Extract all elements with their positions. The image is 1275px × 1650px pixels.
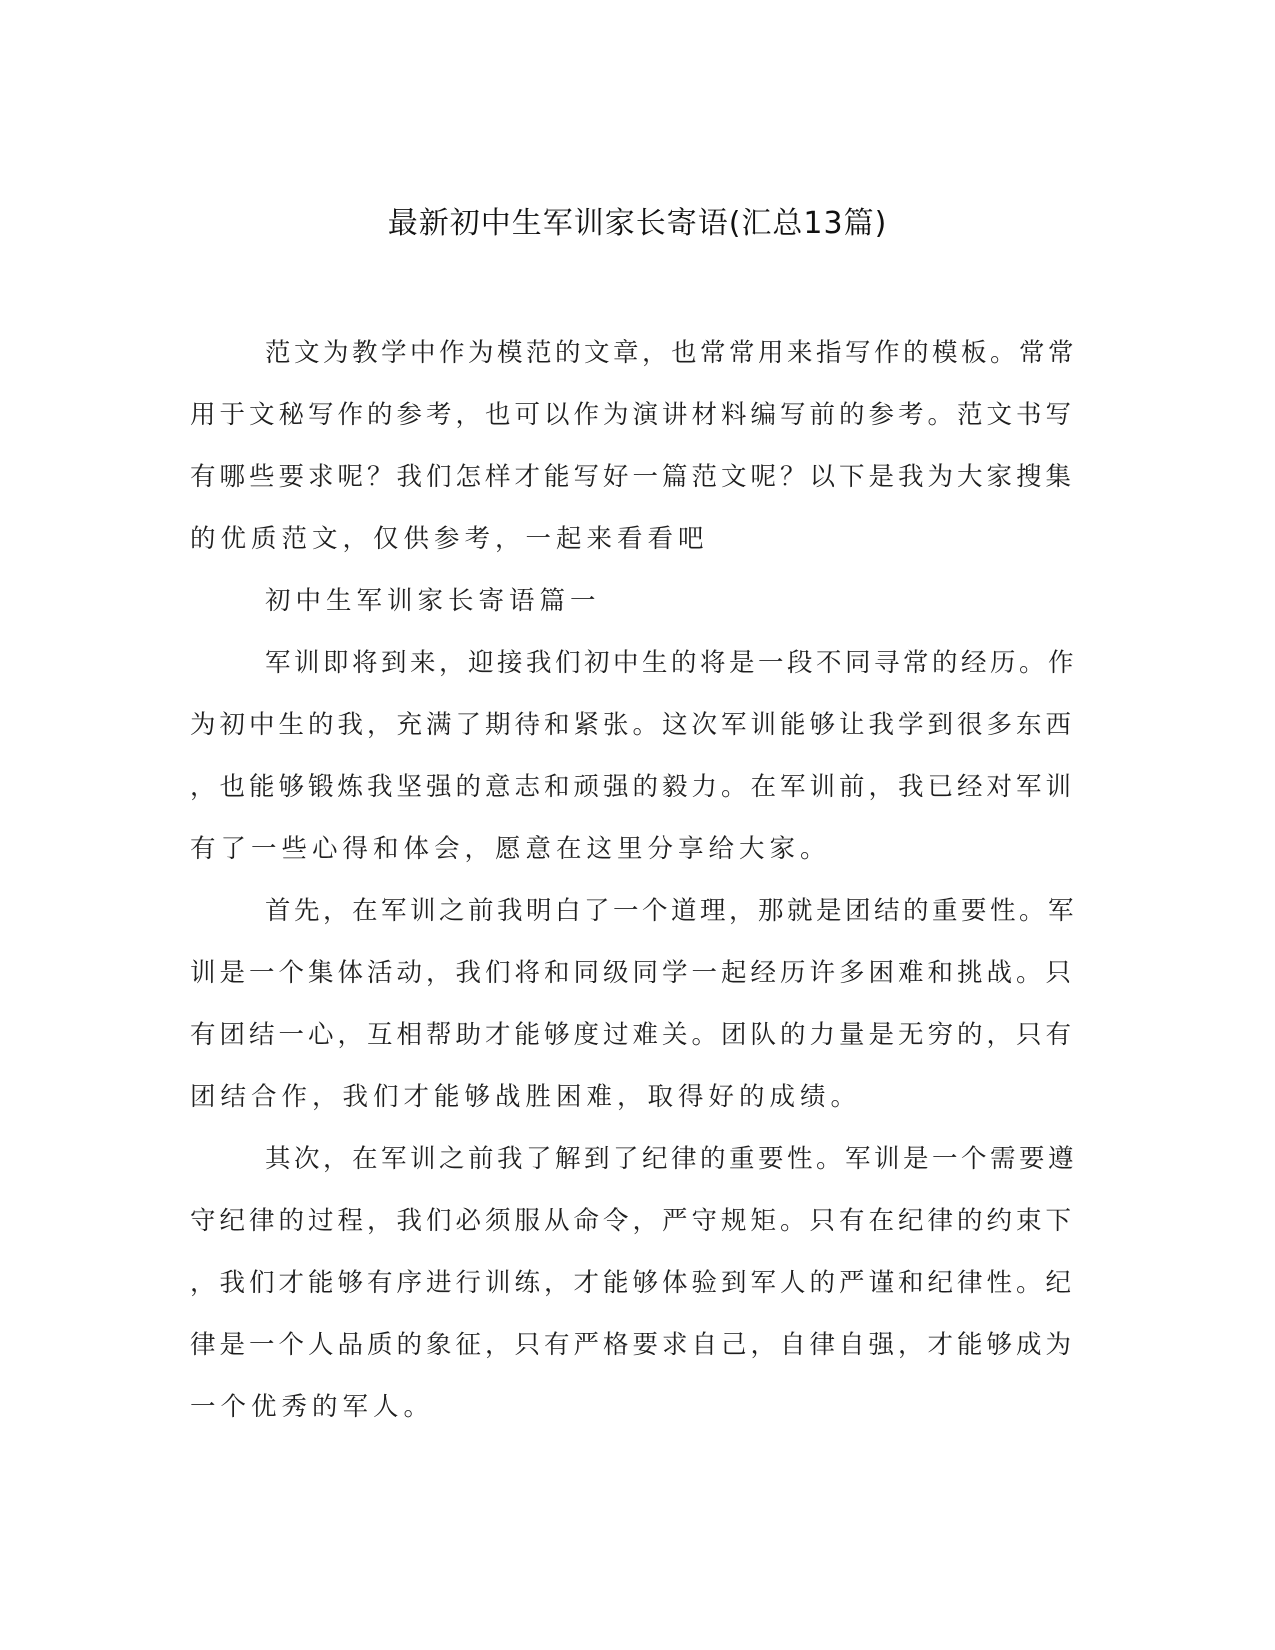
- text-line: 用于文秘写作的参考，也可以作为演讲材料编写前的参考。范文书写: [190, 400, 1076, 430]
- text-line: 训是一个集体活动，我们将和同级同学一起经历许多困难和挑战。只: [190, 958, 1076, 988]
- text-line: 有了一些心得和体会，愿意在这里分享给大家。: [190, 834, 831, 864]
- document-title: 最新初中生军训家长寄语(汇总13篇): [387, 206, 888, 241]
- paragraph: [190, 1128, 1080, 1438]
- paragraph: [190, 632, 1080, 880]
- text-line: 其次，在军训之前我了解到了纪律的重要性。军训是一个需要遵: [265, 1144, 1078, 1174]
- text-line: 一个优秀的军人。: [190, 1392, 435, 1422]
- section-heading-text: 初中生军训家长寄语篇一: [265, 586, 601, 616]
- text-line: 律是一个人品质的象征，只有严格要求自己，自律自强，才能够成为: [190, 1330, 1076, 1360]
- text-line: 守纪律的过程，我们必须服从命令，严守规矩。只有在纪律的约束下: [190, 1206, 1076, 1236]
- section-heading: [190, 570, 1080, 632]
- text-line: 有哪些要求呢？我们怎样才能写好一篇范文呢？以下是我为大家搜集: [190, 462, 1076, 492]
- document-body: [190, 322, 1080, 1438]
- text-line: 团结合作，我们才能够战胜困难，取得好的成绩。: [190, 1082, 862, 1112]
- text-line: ，我们才能够有序进行训练，才能够体验到军人的严谨和纪律性。纪: [190, 1268, 1076, 1298]
- text-line: 军训即将到来，迎接我们初中生的将是一段不同寻常的经历。作: [265, 648, 1078, 678]
- text-line: 首先，在军训之前我明白了一个道理，那就是团结的重要性。军: [265, 896, 1078, 926]
- paragraph: [190, 880, 1080, 1128]
- text-line: 范文为教学中作为模范的文章，也常常用来指写作的模板。常常: [265, 338, 1078, 368]
- text-line: ，也能够锻炼我坚强的意志和顽强的毅力。在军训前，我已经对军训: [190, 772, 1076, 802]
- text-line: 的优质范文，仅供参考，一起来看看吧: [190, 524, 709, 554]
- text-line: 为初中生的我，充满了期待和紧张。这次军训能够让我学到很多东西: [190, 710, 1076, 740]
- text-line: 有团结一心，互相帮助才能够度过难关。团队的力量是无穷的，只有: [190, 1020, 1076, 1050]
- paragraph-intro: [190, 322, 1080, 570]
